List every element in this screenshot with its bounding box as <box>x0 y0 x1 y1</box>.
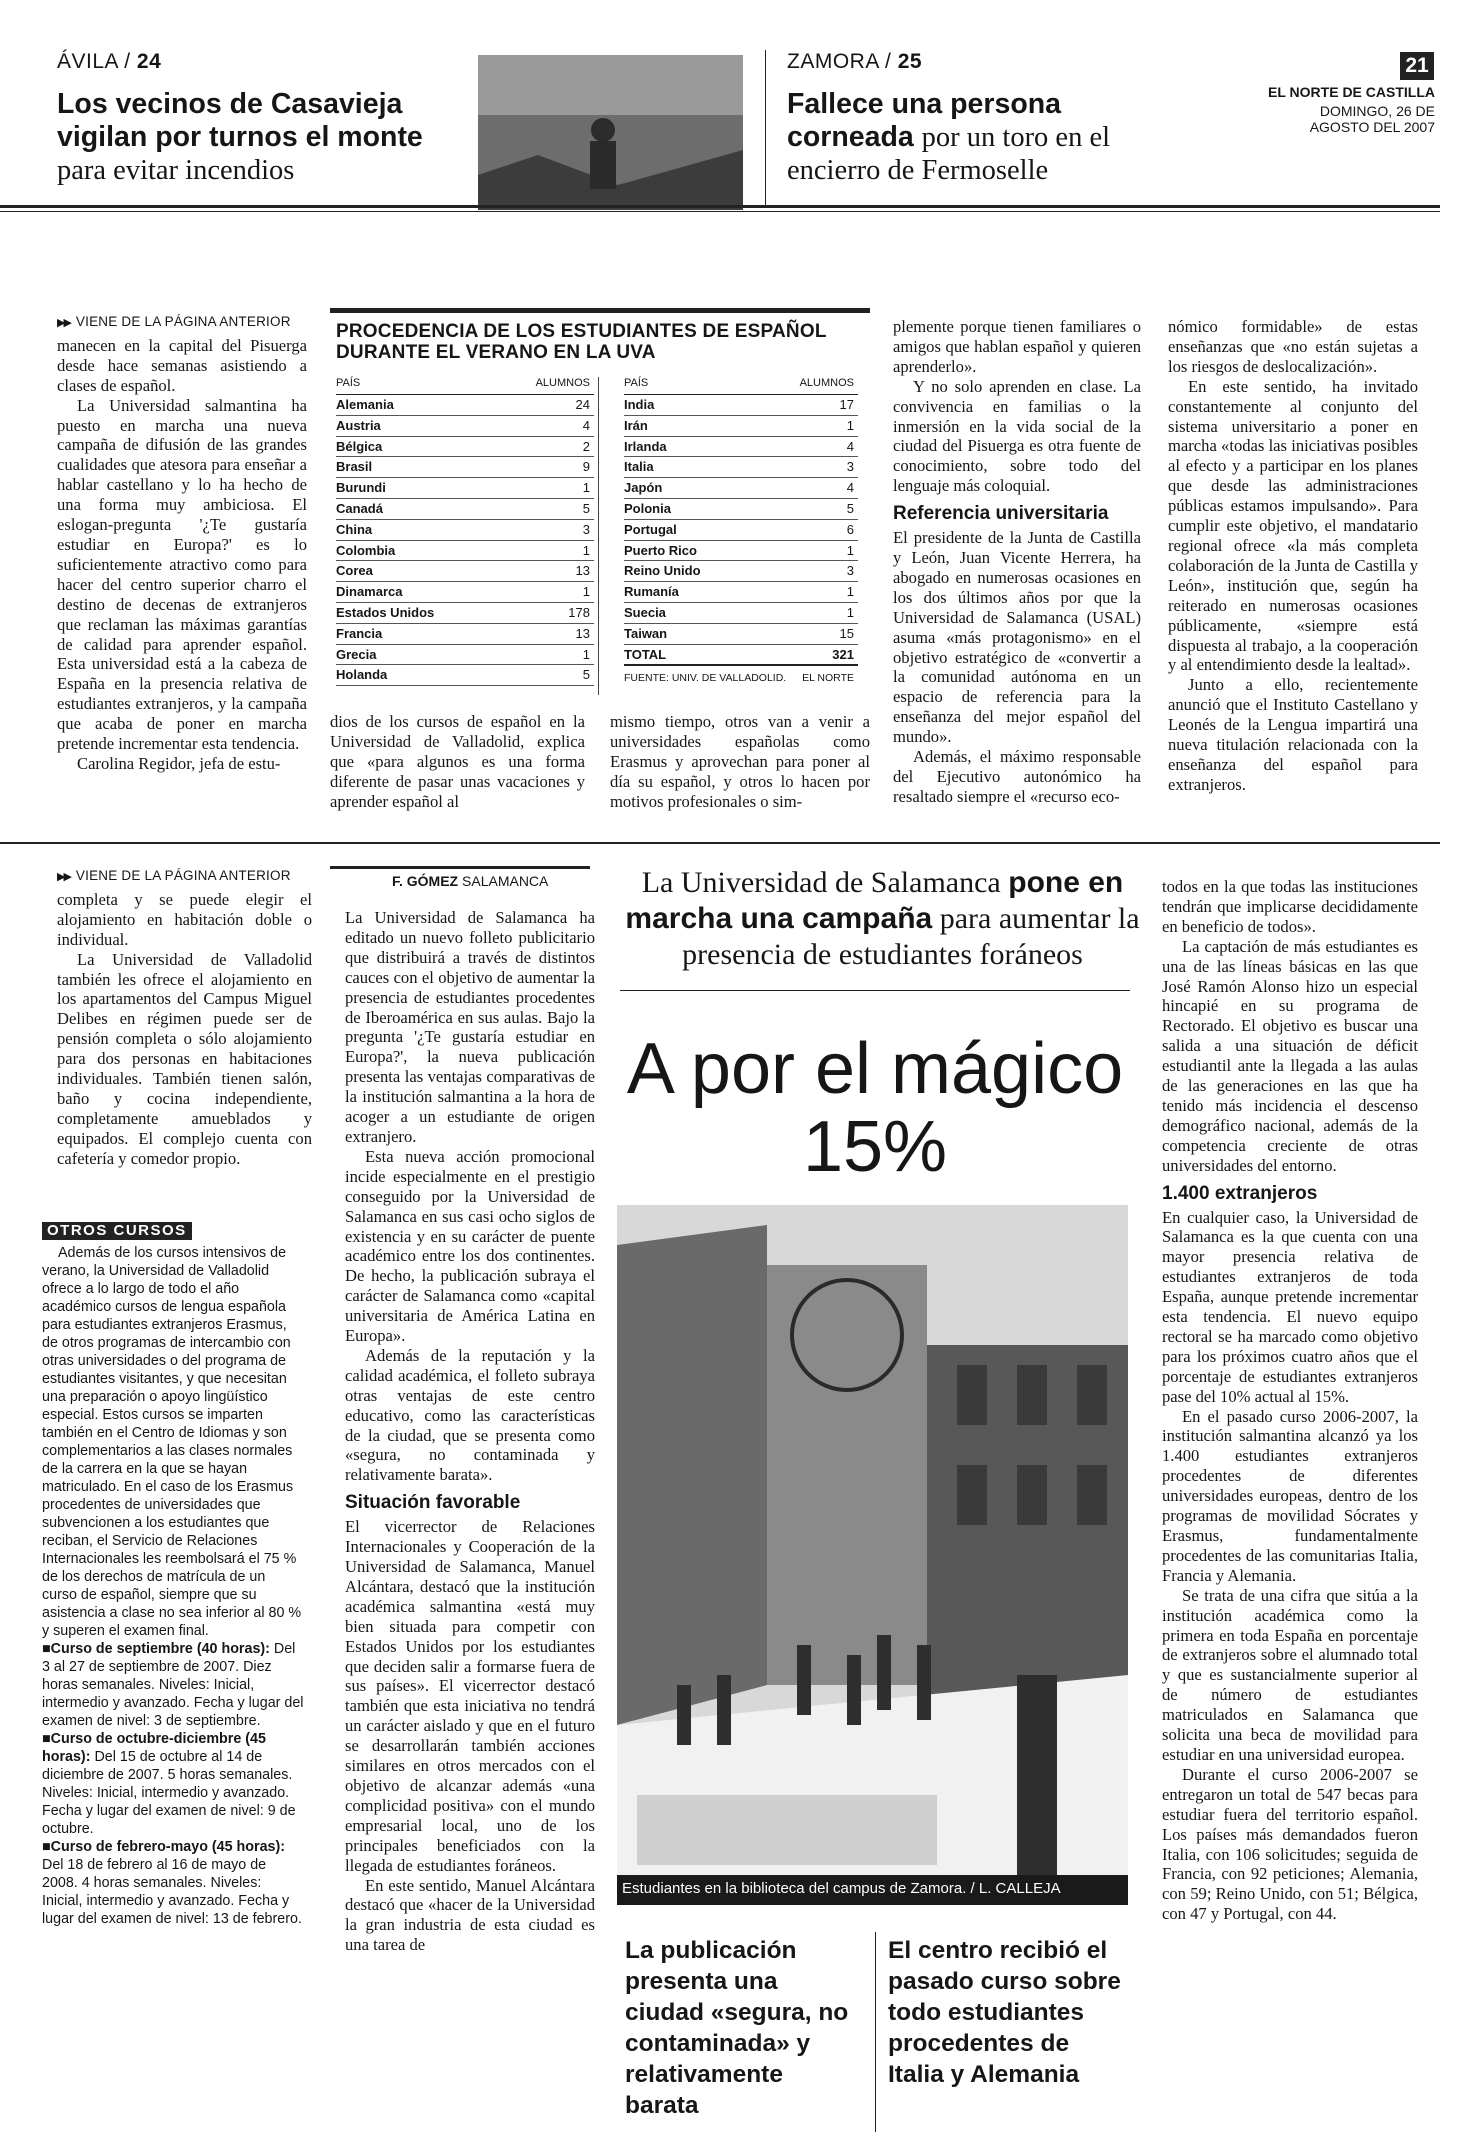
lower-col-2: La Universidad de Salamanca ha editado un nuevo folleto publicitario que distribuirá a través de distintos cauces con el objetivo de aumentar la presencia de estudiantes procedentes de Iberoamérica en sus aulas. Bajo la pregunta '¿Te gustaría estudiar en Europa?', la nueva publicación presenta las ventajas comparativas de la institución salmantina a la hora de acoger a un estudiante de origen extranjero. Esta nueva acción promocional incide especialmente en el prestigio conseguido por la Universidad de Salamanca en sus casi ocho siglos de existencia y en su carácter de puente académico entre los dos continentes. De hecho, la publicación subraya el carácter de Salamanca como «capital universitaria de América Latina en Europa». Además de la reputación y la calidad académica, el folleto subraya otras ventajas de este centro educativo, como las características de la ciudad, que se presenta como «segura, no contaminada y relativamente barata». Situación favorable El vicerrector de Relaciones Internacionales y Cooperación de la Universidad de Salamanca, Manuel Alcántara, destacó que la institución académica salmantina «está muy bien situada para competir con Estados Unidos por los estudiantes que deciden salir a formarse fuera de sus países». El vicerrector destacó también que esta iniciativa no tendrá un carácter aislado y que en el futuro se desarrollarán también acciones similares en otros mercados con el objetivo de alcanzar además «una complicidad positiva» con el mundo empresarial local, uno de los principales beneficiados con la llegada de estudiantes foráneos. En este sentido, Manuel Alcántara destacó que «hacer de la Universidad la gran industria de esta ciudad es una tarea de <box>345 908 595 1955</box>
country-cell: Polonia <box>624 500 671 516</box>
table-row <box>624 437 858 458</box>
country-cell: Colombia <box>336 542 396 558</box>
section-zamora: ZAMORA / 25 <box>787 50 923 73</box>
course-item: ■Curso de febrero-mayo (45 horas): Del 18 de febrero al 16 de mayo de 2008. 4 horas semanales. Niveles: Inicial, intermedio y avanzado. Fecha y lugar del examen de nivel: 13 de febrero. <box>42 1839 302 1927</box>
byline: F. GÓMEZ SALAMANCA <box>392 873 549 889</box>
campus-photo <box>617 1205 1128 1905</box>
students-cell: 3 <box>582 521 590 537</box>
students-cell: 2 <box>582 438 590 454</box>
masthead-rule <box>0 205 1440 208</box>
students-cell: 15 <box>839 625 854 641</box>
teaser-avila[interactable]: Los vecinos de Casavieja vigilan por turnos el monte para evitar incendios <box>57 88 423 186</box>
country-cell: Italia <box>624 459 654 475</box>
table-row <box>624 457 858 478</box>
table-row <box>336 520 594 541</box>
students-cell: 178 <box>568 604 590 620</box>
section-avila: ÁVILA / 24 <box>57 50 162 73</box>
table-row <box>336 478 594 499</box>
country-cell: Brasil <box>336 459 373 475</box>
students-cell: 13 <box>575 625 590 641</box>
country-cell: Irán <box>624 417 648 433</box>
students-cell: 6 <box>846 521 854 537</box>
country-cell: Rumanía <box>624 584 679 600</box>
country-cell: Grecia <box>336 646 377 662</box>
students-cell: 5 <box>846 500 854 516</box>
country-cell: Reino Unido <box>624 563 701 579</box>
table-row <box>336 603 594 624</box>
table-right-half: PAÍS ALUMNOS India 17 Irán 1 Irlanda 4 Italia 3 Japón 4 Polonia 5 Portugal 6 Puerto Rico 1 Reino Unido 3 Rumanía 1 Suecia 1 Taiwan 15 TOTAL 321 FUENTE: UNIV. DE VALLADOLID. EL NORTE <box>624 377 858 684</box>
country-cell: Japón <box>624 480 663 496</box>
table-row <box>336 541 594 562</box>
table-row <box>336 437 594 458</box>
table-top-rule <box>330 308 870 313</box>
students-cell: 4 <box>846 480 854 496</box>
country-cell: Puerto Rico <box>624 542 697 558</box>
table-row <box>336 665 594 686</box>
otros-cursos-box: OTROS CURSOS Además de los cursos intensivos de verano, la Universidad de Valladolid ofrece a lo largo de todo el año académico cursos de lengua española para estudiantes extranjeros Erasmus, de otros programas de intercambio con otras universidades o del programa de estudiantes visitantes, y que necesitan una preparación o apoyo lingüístico especial. Estos cursos se imparten también en el Centro de Idiomas y son complementarios a las clases normales de la carrera en la que se hayan matriculado. En el caso de los Erasmus procedentes de universidades que subvencionen a los estudiantes que reciban, el Servicio de Relaciones Internacionales les reembolsará el 75 % de los derechos de matrícula de un curso de español, siempre que su asistencia a clase no sea inferior al 80 % y superen el examen final. ■Curso de septiembre (40 horas): Del 3 al 27 de septiembre de 2007. Diez horas semanales. Niveles: Inicial, intermedio y avanzado. Fecha y lugar del examen de nivel: 3 de septiembre. ■Curso de octubre-diciembre (45 horas): Del 15 de octubre al 14 de diciembre de 2007. 5 horas semanales. Niveles: Inicial, intermedio y avanzado. Fecha y lugar del examen de nivel: 9 de octubre. ■Curso de febrero-mayo (45 horas): Del 18 de febrero al 16 de mayo de 2008. 4 horas semanales. Niveles: Inicial, intermedio y avanzado. Fecha y lugar del examen de nivel: 13 de febrero. <box>42 1222 304 1927</box>
students-cell: 5 <box>582 667 590 683</box>
table-row <box>336 395 594 416</box>
column-divider <box>765 50 766 208</box>
students-cell: 1 <box>846 417 854 433</box>
deck: La Universidad de Salamanca pone en marcha una campaña para aumentar la presencia de estudiantes foráneos <box>625 866 1140 971</box>
course-item: ■Curso de septiembre (40 horas): Del 3 al 27 de septiembre de 2007. Diez horas semanales. Niveles: Inicial, intermedio y avanzado. Fecha y lugar del examen de nivel: 3 de septiembre. <box>42 1641 304 1729</box>
students-cell: 3 <box>846 459 854 475</box>
paper-name: EL NORTE DE CASTILLA <box>1268 84 1435 100</box>
main-headline: A por el mágico 15% <box>626 1029 1124 1187</box>
country-cell: Bélgica <box>336 438 383 454</box>
article-separator <box>0 842 1440 844</box>
subhead-referencia: Referencia universitaria <box>893 503 1109 525</box>
country-cell: Dinamarca <box>336 584 403 600</box>
country-cell: Corea <box>336 563 373 579</box>
country-cell: Burundi <box>336 480 386 496</box>
students-cell: 13 <box>575 563 590 579</box>
country-cell: Francia <box>336 625 383 641</box>
country-cell: Portugal <box>624 521 677 537</box>
masthead-rule-thin <box>0 211 1440 212</box>
table-row <box>336 457 594 478</box>
table-row <box>624 520 858 541</box>
country-cell: Holanda <box>336 667 388 683</box>
students-table <box>330 308 870 697</box>
country-cell: Canadá <box>336 500 383 516</box>
students-cell: 4 <box>846 438 854 454</box>
students-cell: 1 <box>846 542 854 558</box>
table-row <box>336 582 594 603</box>
byline-rule <box>330 866 590 869</box>
students-cell: 1 <box>582 646 590 662</box>
table-row <box>336 499 594 520</box>
table-total-row: TOTAL 321 <box>624 645 858 667</box>
teaser-photo-fire-watch <box>478 55 743 210</box>
table-row <box>624 478 858 499</box>
table-row <box>624 582 858 603</box>
table-row <box>624 541 858 562</box>
students-cell: 1 <box>582 480 590 496</box>
table-left-half: PAÍS ALUMNOS Alemania 24 Austria 4 Bélgica 2 Brasil 9 Burundi 1 Canadá 5 China 3 Colombia 1 Corea 13 Dinamarca 1 Estados Unidos 178 Francia 13 Grecia 1 Holanda 5 <box>336 377 594 686</box>
students-cell: 9 <box>582 459 590 475</box>
country-cell: Taiwan <box>624 625 668 641</box>
country-cell: Irlanda <box>624 438 667 454</box>
table-row <box>624 624 858 645</box>
pull-divider <box>875 1932 876 2132</box>
country-cell: Suecia <box>624 604 666 620</box>
table-title: PROCEDENCIA DE LOS ESTUDIANTES DE ESPAÑOL DURANTE EL VERANO EN LA UVA <box>336 321 827 363</box>
issue-date: DOMINGO, 26 DE AGOSTO DEL 2007 <box>1309 103 1435 135</box>
country-cell: India <box>624 397 655 412</box>
lower-col-1: ▶▶ VIENE DE LA PÁGINA ANTERIOR completa y se puede elegir el alojamiento en habitación doble o individual. La Universidad de Valladolid también les ofrece el alojamiento en los apartamentos del Campus Miguel Delibes en régimen puede ser de pensión completa o sólo alojamiento para dos personas en habitaciones individuales. También tienen salón, baño y cocina independiente, completamente amueblados y equipados. El complejo cuenta con cafetería y comedor propio. <box>57 868 312 1168</box>
subhead-extranjeros: 1.400 extranjeros <box>1162 1182 1318 1204</box>
upper-col-5: nómico formidable» de estas enseñanzas que «no están sujetas a los riesgos de deslocalización». En este sentido, ha invitado constantemente al conjunto del sistema universitario a poner en marcha «todas las iniciativas posibles al efecto y a participar en los planes que desde las administraciones públicas estamos impulsando». Para cumplir este objetivo, el mandatario regional ofrece «la más completa colaboración de la Junta de Castilla y León», institución que, según ha reiterado en numerosas ocasiones públicamente, «siempre está dispuesta al trabajo, a la cooperación y al entendimiento desde la lealtad». Junto a ello, recientemente anunció que el Instituto Castellano y Leonés de la Lengua impartirá una nueva titulación relacionada con la enseñanza del español para extranjeros. <box>1168 317 1418 794</box>
students-cell: 1 <box>582 584 590 600</box>
students-cell: 5 <box>582 500 590 516</box>
table-row <box>336 624 594 645</box>
table-row <box>336 645 594 666</box>
table-row <box>624 499 858 520</box>
students-cell: 1 <box>846 604 854 620</box>
box-title: OTROS CURSOS <box>42 1222 192 1240</box>
table-row <box>624 395 858 416</box>
upper-col-1: ▶▶ VIENE DE LA PÁGINA ANTERIOR manecen en la capital del Pisuerga desde hace semanas asistiendo a clases de español. La Universidad salmantina ha puesto en marcha una nueva campaña de difusión de las grandes cualidades que atesora para enseñar a hablar castellano y lo ha hecho de una forma muy ambiciosa. El eslogan-pregunta '¿Te gustaría estudiar en Europa?' es lo suficientemente atractivo como para hacer del centro superior charro el destino de decenas de extranjeros que reclaman las máximas garantías de calidad para aprender español. Esta universidad está a la cabeza de España en la presencia relativa de estudiantes extranjeros, y la campaña que acaba de poner en marcha pretende incrementar esta tendencia. Carolina Regidor, jefa de estu- <box>57 314 307 773</box>
lower-col-4: todos en la que todas las instituciones tendrán que implicarse decididamente en beneficio de todos». La captación de más estudiantes es una de las líneas básicas en las que José Ramón Alonso hizo un especial hincapié en su programa de Rectorado. El objetivo es buscar una salida a una situación de déficit estudiantil ante la llegada a las aulas de las generaciones en las que ha tenido más incidencia el descenso demográfico nacional, además de la competencia creciente de otras universidades del entorno. 1.400 extranjeros En cualquier caso, la Universidad de Salamanca es la que cuenta con una mayor presencia relativa de estudiantes extranjeros de toda España, aunque pretende incrementar esta tendencia. El nuevo equipo rectoral se ha marcado como objetivo para los próximos cuatro años que el porcentaje de estudiantes extranjeros pase del 10% actual al 15%. En el pasado curso 2006-2007, la institución salmantina alcanzó ya los 1.400 estudiantes extranjeros procedentes de diferentes universidades europeas, dentro de los programas de movilidad Sócrates y Erasmus, fundamentalmente procedentes de las comunitarias Italia, Francia y Alemania. Se trata de una cifra que sitúa a la institución académica como la primera en toda España en porcentaje de extranjeros sobre el alumnado total y que es sustancialmente superior al de número de estudiantes matriculados en Salamanca que solicita una beca de movilidad para estudiar en una universidad europea. Durante el curso 2006-2007 se entregaron un total de 547 becas para estudiar fuera del territorio español. Los países más demandados fueron Italia, con 106 solicitudes; seguida de Francia, con 92 peticiones; Alemania, con 59; Reino Unido, con 51; Bélgica, con 47 y Portugal, con 44. <box>1162 877 1418 1924</box>
country-cell: Estados Unidos <box>336 604 435 620</box>
students-cell: 3 <box>846 563 854 579</box>
country-cell: China <box>336 521 373 537</box>
kicker: ▶▶ VIENE DE LA PÁGINA ANTERIOR <box>57 314 291 329</box>
pull-quote-1: La publicación presenta una ciudad «segura, no contaminada» y relativamente barata <box>625 1937 849 2119</box>
upper-col-2: dios de los cursos de español en la Universidad de Valladolid, explica que «para algunos es una forma diferente de pasar unas vacaciones y aprender español al <box>330 712 585 811</box>
students-cell: 24 <box>575 397 590 412</box>
upper-col-4: plemente porque tienen familiares o amigos que hablan español y quieren aprenderlo». Y no solo aprenden en clase. La convivencia en familias o la inmersión en la vida social de la ciudad del Pisuerga es otra fuente de conocimiento, sobre todo del lenguaje más coloquial. Referencia universitaria El presidente de la Junta de Castilla y León, Juan Vicente Herrera, ha abogado en numerosas ocasiones en los dos últimos años por que la Universidad de Salamanca (USAL) asuma «más protagonismo» en el objetivo estratégico de «convertir a la comunidad autónoma en un espacio de referencia para la enseñanza del mejor español del mundo». Además, el máximo responsable del Ejecutivo autonómico ha resaltado siempre el «recurso eco- <box>893 317 1141 806</box>
deck-rule <box>620 990 1130 991</box>
table-source: FUENTE: UNIV. DE VALLADOLID. EL NORTE <box>624 672 854 685</box>
country-cell: Austria <box>336 417 381 433</box>
course-item: ■Curso de octubre-diciembre (45 horas): Del 15 de octubre al 14 de diciembre de 2007. 5 horas semanales. Niveles: Inicial, intermedio y avanzado. Fecha y lugar del examen de nivel: 9 de octubre. <box>42 1731 296 1837</box>
students-cell: 4 <box>582 417 590 433</box>
students-cell: 17 <box>839 397 854 412</box>
table-row <box>624 603 858 624</box>
page-number: 21 <box>1400 52 1434 80</box>
teaser-zamora[interactable]: Fallece una persona corneada por un toro en el encierro de Fermoselle <box>787 88 1111 186</box>
upper-col-3: mismo tiempo, otros van a venir a universidades españolas como Erasmus y aprovechan para poner al día su español, y otros lo hacen por motivos profesionales o sim- <box>610 712 870 811</box>
photo-caption: Estudiantes en la biblioteca del campus de Zamora. / L. CALLEJA <box>622 1880 1061 1897</box>
pull-quote-2: El centro recibió el pasado curso sobre todo estudiantes procedentes de Italia y Alemania <box>888 1937 1121 2088</box>
table-row <box>624 416 858 437</box>
students-cell: 1 <box>582 542 590 558</box>
table-divider <box>598 377 599 695</box>
kicker: ▶▶ VIENE DE LA PÁGINA ANTERIOR <box>57 868 291 883</box>
subhead-situacion: Situación favorable <box>345 1492 521 1514</box>
table-row <box>336 561 594 582</box>
country-cell: Alemania <box>336 397 394 412</box>
table-row <box>336 416 594 437</box>
students-cell: 1 <box>846 584 854 600</box>
table-row <box>624 561 858 582</box>
